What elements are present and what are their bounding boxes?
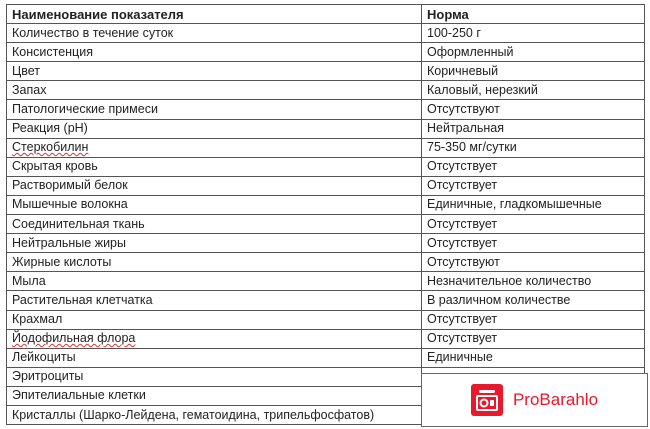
indicator-text: Стеркобилин xyxy=(12,140,89,155)
norms-table xyxy=(6,4,645,425)
table-row xyxy=(7,81,645,100)
probarahlo-watermark xyxy=(421,373,648,427)
indicator-name: Нейтральные жиры xyxy=(7,234,422,253)
norm-value: Отсутствуют xyxy=(422,253,645,272)
norm-value: Нейтральная xyxy=(422,119,645,138)
table-row xyxy=(7,348,645,367)
indicator-name: Скрытая кровь xyxy=(7,157,422,176)
norm-value: Отсутствует xyxy=(422,234,645,253)
table-row xyxy=(7,157,645,176)
norm-value: Отсутствует xyxy=(422,329,645,348)
indicator-name: Растительная клетчатка xyxy=(7,291,422,310)
table-row xyxy=(7,272,645,291)
indicator-name: Цвет xyxy=(7,62,422,81)
indicator-name: Запах xyxy=(7,81,422,100)
table-row xyxy=(7,215,645,234)
indicator-name: Соединительная ткань xyxy=(7,215,422,234)
table-row xyxy=(7,329,645,348)
norm-value: В различном количестве xyxy=(422,291,645,310)
table-row xyxy=(7,291,645,310)
table-row xyxy=(7,310,645,329)
indicator-name: Растворимый белок xyxy=(7,176,422,195)
logo-text: ProBarahlo xyxy=(512,390,599,409)
norm-value: Каловый, нерезкий xyxy=(422,81,645,100)
norm-value: Отсутствует xyxy=(422,176,645,195)
indicator-name: Эритроциты xyxy=(7,367,422,386)
header-norm: Норма xyxy=(422,5,645,24)
table-row xyxy=(7,62,645,81)
norm-value: Единичные xyxy=(422,348,645,367)
indicator-name: Консистенция xyxy=(7,43,422,62)
norm-value: Отсутствует xyxy=(422,157,645,176)
table-row xyxy=(7,138,645,157)
table-row xyxy=(7,195,645,214)
norm-value: 100-250 г xyxy=(422,24,645,43)
norm-value: Отсутствует xyxy=(422,215,645,234)
indicator-name: Крахмал xyxy=(7,310,422,329)
table-row xyxy=(7,253,645,272)
indicator-name: Патологические примеси xyxy=(7,100,422,119)
norm-value: 75-350 мг/сутки xyxy=(422,138,645,157)
indicator-name: Мышечные волокна xyxy=(7,195,422,214)
table-row xyxy=(7,234,645,253)
table-row xyxy=(7,43,645,62)
indicator-name xyxy=(7,138,422,157)
table-row xyxy=(7,176,645,195)
norm-value: Коричневый xyxy=(422,62,645,81)
indicator-name: Кристаллы (Шарко-Лейдена, гематоидина, трипельфосфатов) xyxy=(7,405,422,424)
norm-value: Отсутствует xyxy=(422,310,645,329)
indicator-name: Мыла xyxy=(7,272,422,291)
indicator-name xyxy=(7,329,422,348)
norm-value: Незначительное количество xyxy=(422,272,645,291)
table-header xyxy=(7,5,645,24)
indicator-name: Эпителиальные клетки xyxy=(7,386,422,405)
norm-value: Отсутствуют xyxy=(422,100,645,119)
table-row xyxy=(7,119,645,138)
indicator-name: Лейкоциты xyxy=(7,348,422,367)
header-name: Наименование показателя xyxy=(7,5,422,24)
indicator-text: Йодофильная флора xyxy=(12,331,136,346)
camera-logo-icon xyxy=(471,384,503,416)
indicator-name: Жирные кислоты xyxy=(7,253,422,272)
norm-value: Единичные, гладкомышечные xyxy=(422,195,645,214)
indicator-name: Количество в течение суток xyxy=(7,24,422,43)
norm-value: Оформленный xyxy=(422,43,645,62)
table-row xyxy=(7,100,645,119)
table-row xyxy=(7,24,645,43)
indicator-name: Реакция (pH) xyxy=(7,119,422,138)
